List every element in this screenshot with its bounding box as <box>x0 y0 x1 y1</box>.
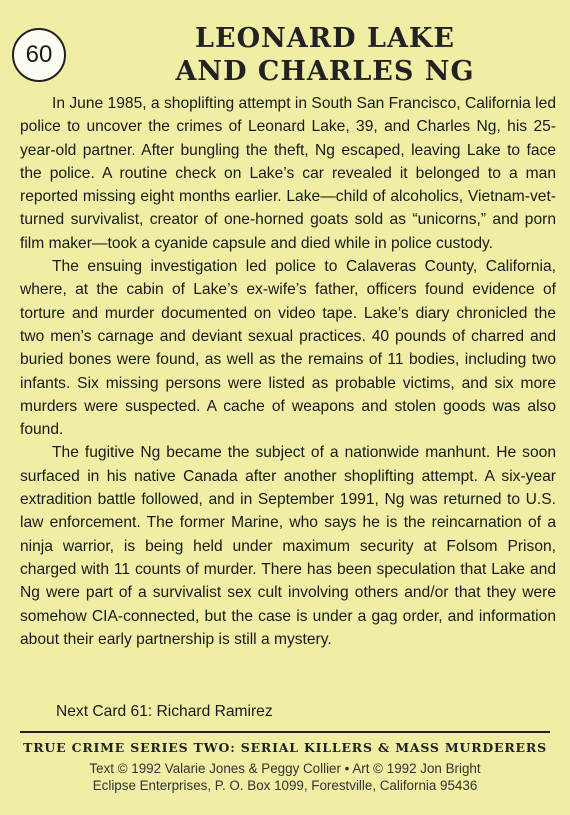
body-paragraph: In June 1985, a shoplifting attempt in South San Francisco, California led police to uncover the crimes of Leonard Lake, 39, and Charles Ng, his 25-year-old partner. After bungling the theft, Ng escaped, leaving Lake to face the police. A routine check on Lake’s car revealed it belonged to a man reported missing eight months earlier. Lake—child of alcoholics, Vietnam-vet-turned survivalist, creator of one-horned goats sold as “unicorns,” and porn film maker—took a cyanide capsule and died while in police custody. <box>20 95 556 252</box>
footer-divider <box>20 731 550 733</box>
body-paragraph: The fugitive Ng became the subject of a nationwide manhunt. He soon surfaced in his native Canada after another shoplifting attempt. A six-year extradition battle followed, and in September 1991, Ng was returned to U.S. law enforcement. The former Marine, who says he is the reincarnation of a ninja warrior, is being held under maximum security at Folsom Prison, charged with 11 counts of murder. There has been speculation that Lake and Ng were part of a survivalist sex cult involving others and/or that they were somehow CIA-connected, but the case is under a gag order, and information about their early partnership is still a mystery. <box>20 444 556 648</box>
card-title <box>90 22 560 88</box>
next-card-note: Next Card 61: Richard Ramirez <box>56 703 273 720</box>
card-number: 60 <box>25 41 53 68</box>
credits <box>0 760 570 794</box>
credits-line-2: Eclipse Enterprises, P. O. Box 1099, Forestville, California 95436 <box>92 778 478 793</box>
card-title-line-2: AND CHARLES NG <box>175 56 475 87</box>
series-title: TRUE CRIME SERIES TWO: SERIAL KILLERS & MASS MURDERERS <box>23 740 547 755</box>
card-title-line-1: LEONARD LAKE <box>195 23 455 54</box>
body-paragraph: The ensuing investigation led police to Calaveras County, California, where, at the cabin of Lake’s ex-wife’s father, officers found evidence of torture and murder documented on video tape. Lake’s diary chronicled the two men’s carnage and deviant sexual practices. 40 pounds of charred and buried bones were found, as well as the remains of 11 bodies, including two infants. Six missing persons were listed as probable victims, and six more murders were suspected. A cache of weapons and stolen goods was also found. <box>20 258 556 439</box>
card-body-text <box>20 92 556 651</box>
card-number-badge <box>12 28 66 82</box>
credits-line-1: Text © 1992 Valarie Jones & Peggy Collier • Art © 1992 Jon Bright <box>89 761 481 776</box>
